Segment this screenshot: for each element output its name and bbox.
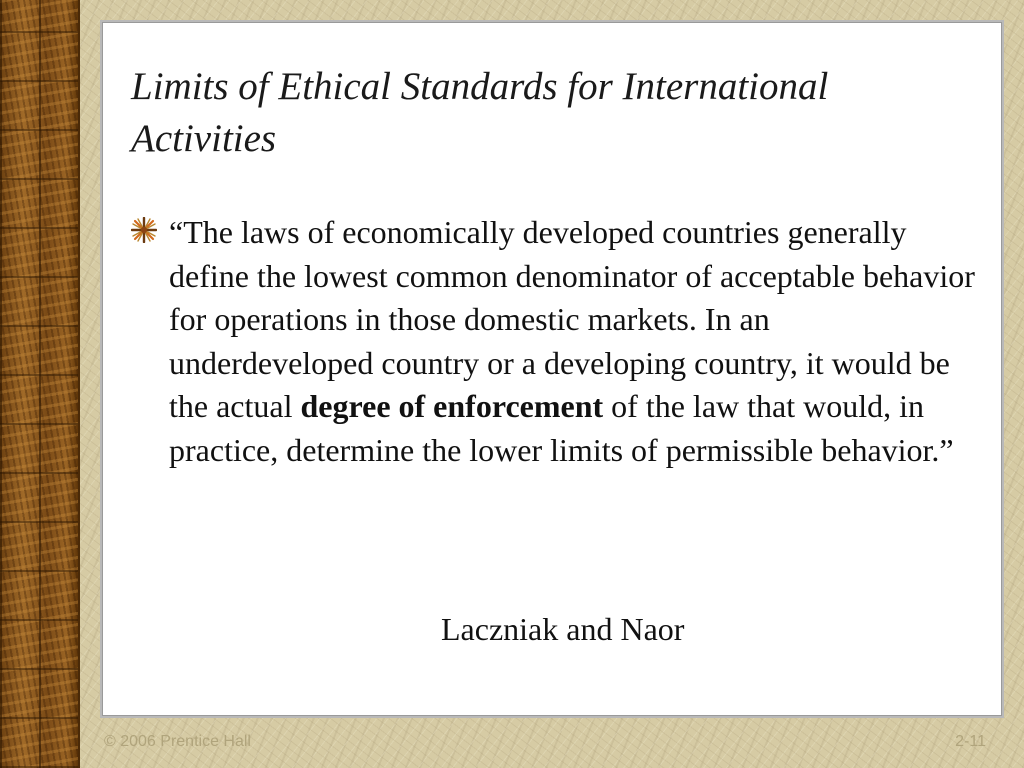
decorative-wood-strip — [0, 0, 80, 768]
starburst-bullet-icon — [131, 217, 157, 243]
quote-attribution: Laczniak and Naor — [441, 611, 685, 647]
quote-text-part2: of the law that would, in practice, determine the lower limits of permissible behavior.” — [169, 388, 954, 468]
footer-copyright: © 2006 Prentice Hall — [104, 733, 251, 750]
bullet-item — [131, 211, 981, 472]
footer-page-number: 2-11 — [955, 733, 986, 750]
slide-title: Limits of Ethical Standards for International Activities — [131, 65, 829, 160]
quote-text — [169, 211, 981, 472]
quote-text-bold: degree of enforcement — [300, 388, 604, 424]
slide-card-inner — [103, 23, 1001, 715]
quote-text-part1: “The laws of economically developed countries generally define the lowest common denominator of acceptable behavior for operations in those domestic markets. In an underdeveloped country or a developing country, it would be the actual — [169, 214, 975, 424]
slide-card — [100, 20, 1004, 718]
